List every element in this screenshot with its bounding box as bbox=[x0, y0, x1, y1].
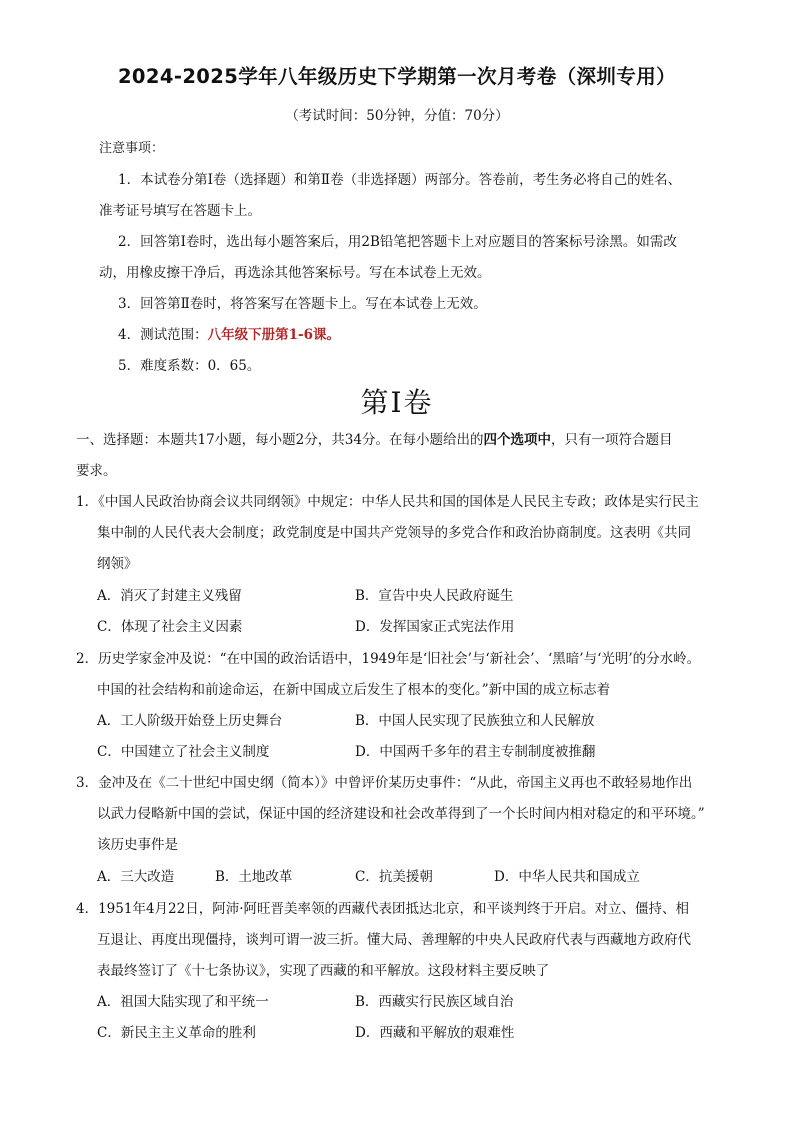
section-intro bbox=[76, 428, 672, 448]
notice-item-1-cont: 准考证号填写在答题卡上。 bbox=[99, 203, 261, 219]
question-4-stem: 4．1951年4月22日，阿沛·阿旺晋美率领的西藏代表团抵达北京，和平谈判终于开启。对立、僵持、相 bbox=[76, 901, 690, 917]
question-2-option-c[interactable]: C．中国建立了社会主义制度 bbox=[97, 744, 270, 760]
question-1-stem-cont: 集中制的人民代表大会制度；政党制度是中国共产党领导的多党合作和政治协商制度。这表明《共同 bbox=[97, 525, 691, 541]
question-3-option-c[interactable]: C．抗美援朝 bbox=[355, 869, 433, 885]
section-intro-text-2: ，只有一项符合题目 bbox=[550, 432, 673, 448]
exam-title: 2024-2025学年八年级历史下学期第一次月考卷（深圳专用） bbox=[117, 65, 677, 88]
question-1-option-d[interactable]: D．发挥国家正式宪法作用 bbox=[355, 619, 515, 635]
notice-item-2-cont: 动，用橡皮擦干净后，再选涂其他答案标号。写在本试卷上无效。 bbox=[99, 265, 491, 281]
question-3-option-b[interactable]: B．土地改革 bbox=[215, 869, 293, 885]
notice-item-5: 5．难度系数：0．65。 bbox=[118, 358, 261, 374]
question-3-stem-cont: 该历史事件是 bbox=[97, 837, 178, 853]
notice-item-1: 1．本试卷分第Ⅰ卷（选择题）和第Ⅱ卷（非选择题）两部分。答卷前，考生务必将自己的姓名、 bbox=[118, 172, 682, 188]
section-title: 第Ⅰ卷 bbox=[360, 386, 434, 419]
question-2-option-d[interactable]: D．中国两千多年的君主专制制度被推翻 bbox=[355, 744, 596, 760]
question-4-stem-cont: 表最终签订了《十七条协议》，实现了西藏的和平解放。这段材料主要反映了 bbox=[97, 963, 550, 979]
notice-heading: 注意事项： bbox=[99, 141, 165, 156]
question-1-option-a[interactable]: A．消灭了封建主义残留 bbox=[97, 588, 242, 604]
notice-item-4 bbox=[118, 323, 340, 343]
question-1-option-c[interactable]: C．体现了社会主义因素 bbox=[97, 619, 243, 635]
question-2-option-a[interactable]: A．工人阶级开始登上历史舞台 bbox=[97, 713, 283, 729]
section-intro-cont: 要求。 bbox=[76, 463, 117, 479]
question-2-stem-cont: 中国的社会结构和前途命运，在新中国成立后发生了根本的变化。”新中国的成立标志着 bbox=[97, 682, 611, 698]
question-4-option-b[interactable]: B．西藏实行民族区域自治 bbox=[355, 994, 514, 1010]
section-intro-emphasis: 四个选项中 bbox=[483, 432, 551, 448]
question-3-option-a[interactable]: A．三大改造 bbox=[97, 869, 175, 885]
question-3-stem-cont: 以武力侵略新中国的尝试，保证中国的经济建设和社会改革得到了一个长时间内相对稳定的和平环境。” bbox=[97, 806, 705, 822]
question-3-stem: 3．金冲及在《二十世纪中国史纲（简本）》中曾评价某历史事件：“从此，帝国主义再也不敢轻易地作出 bbox=[76, 775, 693, 791]
test-scope: 八年级下册第1-6课。 bbox=[207, 327, 340, 343]
exam-duration-score: （考试时间：50分钟，分值：70分） bbox=[285, 108, 509, 124]
question-3-option-d[interactable]: D．中华人民共和国成立 bbox=[494, 869, 640, 885]
question-4-stem-cont: 互退让、再度出现僵持，谈判可谓一波三折。懂大局、善理解的中央人民政府代表与西藏地方政府代 bbox=[97, 932, 691, 948]
question-1-stem: 1．《中国人民政治协商会议共同纲领》中规定：中华人民共和国的国体是人民民主专政；政体是实行民主 bbox=[76, 494, 699, 510]
notice-item-3: 3．回答第Ⅱ卷时，将答案写在答题卡上。写在本试卷上无效。 bbox=[118, 296, 487, 312]
question-1-stem-cont: 纲领》 bbox=[97, 556, 138, 572]
question-4-option-a[interactable]: A．祖国大陆实现了和平统一 bbox=[97, 994, 269, 1010]
notice-item-2: 2．回答第Ⅰ卷时，选出每小题答案后，用2B铅笔把答题卡上对应题目的答案标号涂黑。如需改 bbox=[118, 234, 677, 250]
section-intro-text: 一、选择题：本题共17小题，每小题2分，共34分。在每小题给出的 bbox=[76, 432, 484, 448]
question-4-option-c[interactable]: C．新民主主义革命的胜利 bbox=[97, 1025, 256, 1041]
question-2-stem: 2．历史学家金冲及说：“在中国的政治话语中，1949年是‘旧社会’与‘新社会’、‘黑暗’与‘光明’的分水岭。 bbox=[76, 651, 701, 667]
question-2-option-b[interactable]: B．中国人民实现了民族独立和人民解放 bbox=[355, 713, 595, 729]
notice-item-4-label: 4．测试范围： bbox=[118, 327, 208, 343]
question-4-option-d[interactable]: D．西藏和平解放的艰难性 bbox=[355, 1025, 515, 1041]
question-1-option-b[interactable]: B．宣告中央人民政府诞生 bbox=[355, 588, 514, 604]
